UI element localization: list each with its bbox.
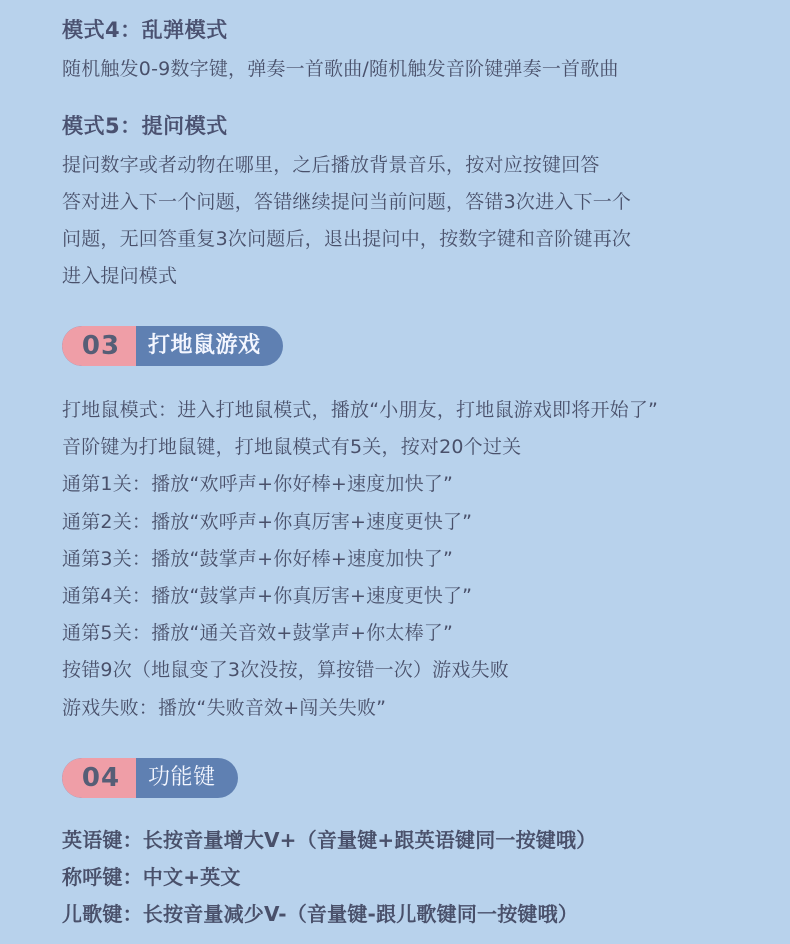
section-03-line-2: 音阶键为打地鼠键，打地鼠模式有5关，按对20个过关 — [62, 436, 522, 459]
section-03-line-7: 通第5关：播放“通关音效+鼓掌声+你太棒了” — [62, 622, 454, 645]
mode4-title: 模式4：乱弹模式 — [62, 18, 228, 42]
mode5-line-4: 进入提问模式 — [62, 265, 178, 287]
section-03-pill — [62, 326, 283, 366]
mode4-block — [62, 17, 770, 88]
section-03-line-9: 游戏失败：播放“失败音效+闯关失败” — [62, 696, 387, 719]
section-04-pill — [62, 758, 238, 798]
mode5-title: 模式5：提问模式 — [62, 114, 228, 138]
section-04-header — [62, 758, 238, 798]
section-03-line-6: 通第4关：播放“鼓掌声+你真厉害+速度更快了” — [62, 585, 473, 608]
mode5-block — [62, 113, 770, 295]
mode4-line-1: 随机触发0-9数字键，弹奏一首歌曲/随机触发音阶键弹奏一首歌曲 — [62, 58, 619, 80]
section-03-title: 打地鼠游戏 — [148, 333, 261, 358]
section-03-number: 03 — [62, 326, 136, 366]
section-03-line-4: 通第2关：播放“欢呼声+你真厉害+速度更快了” — [62, 510, 473, 533]
section-03-line-8: 按错9次（地鼠变了3次没按，算按错一次）游戏失败 — [62, 659, 509, 682]
section-03-body — [62, 392, 770, 727]
section-03-header — [62, 326, 283, 366]
section-04-body — [62, 822, 770, 933]
section-04-number: 04 — [62, 758, 136, 798]
section-03-line-5: 通第3关：播放“鼓掌声+你好棒+速度加快了” — [62, 547, 454, 570]
mode5-line-1: 提问数字或者动物在哪里，之后播放背景音乐，按对应按键回答 — [62, 154, 600, 176]
section-04-line-3: 儿歌键：长按音量减少V-（音量键-跟儿歌键同一按键哦） — [62, 902, 579, 926]
section-04-line-1: 英语键：长按音量增大V+（音量键+跟英语键同一按键哦） — [62, 828, 597, 852]
section-03-line-1: 打地鼠模式：进入打地鼠模式，播放“小朋友，打地鼠游戏即将开始了” — [62, 399, 659, 421]
section-04-title: 功能键 — [148, 765, 216, 790]
mode5-line-2: 答对进入下一个问题，答错继续提问当前问题，答错3次进入下一个 — [62, 191, 632, 213]
section-03-line-3: 通第1关：播放“欢呼声+你好棒+速度加快了” — [62, 473, 454, 496]
mode5-line-3: 问题，无回答重复3次问题后，退出提问中，按数字键和音阶键再次 — [62, 228, 632, 250]
section-04-line-2: 称呼键：中文+英文 — [62, 865, 241, 889]
